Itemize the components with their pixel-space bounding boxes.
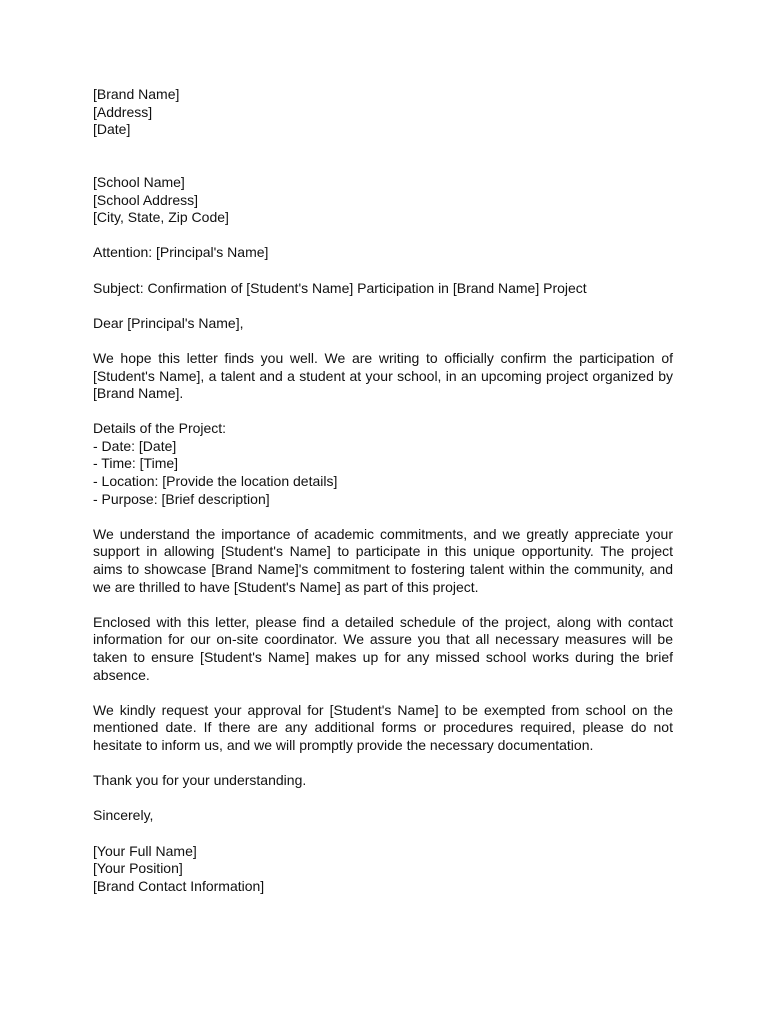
- project-details: [93, 420, 673, 508]
- sender-address: [Address]: [93, 103, 153, 120]
- spacer: [93, 403, 673, 421]
- sender-date: [Date]: [93, 121, 131, 138]
- recipient-school-name: [School Name]: [93, 173, 185, 190]
- signature-position: [Your Position]: [93, 860, 183, 877]
- spacer: [93, 508, 673, 526]
- sender-brand-name: [Brand Name]: [93, 86, 180, 102]
- thanks-line: Thank you for your understanding.: [93, 772, 307, 789]
- spacer: [93, 596, 673, 614]
- recipient-school-address: [School Address]: [93, 191, 199, 208]
- project-detail-location: - Location: [Provide the location details]: [93, 473, 338, 490]
- spacer: [93, 227, 673, 245]
- signature-full-name: [Your Full Name]: [93, 842, 197, 859]
- signature-block: [93, 843, 673, 896]
- request-paragraph: We kindly request your approval for [Student's Name] to be exempted from school on the mentioned date. If there are any additional forms or procedures required, please do not hesitate to inform us, and we will promptly provide the necessary documentation.: [93, 701, 673, 753]
- recipient-city-state-zip: [City, State, Zip Code]: [93, 209, 229, 226]
- intro-paragraph: We hope this letter finds you well. We are writing to officially confirm the participation of [Student's Name], a talent and a student at your school, in an upcoming project organized by [Brand Name].: [93, 349, 673, 402]
- project-detail-date: - Date: [Date]: [93, 437, 177, 454]
- spacer: [93, 297, 673, 315]
- salutation: Dear [Principal's Name],: [93, 314, 244, 331]
- spacer: [93, 139, 673, 174]
- spacer: [93, 684, 673, 702]
- spacer: [93, 262, 673, 280]
- spacer: [93, 332, 673, 350]
- project-detail-time: - Time: [Time]: [93, 455, 179, 472]
- commitments-paragraph: We understand the importance of academic commitments, and we greatly appreciate your support in allowing [Student's Name] to participate in this unique opportunity. The project aims to showcase [Brand Name]'s commitment to fostering talent within the community, and we are thrilled to have [Student's Name] as part of this project.: [93, 525, 673, 595]
- spacer: [93, 755, 673, 773]
- project-detail-purpose: - Purpose: [Brief description]: [93, 490, 270, 507]
- sender-block: [93, 86, 673, 139]
- subject-line: Subject: Confirmation of [Student's Name] Participation in [Brand Name] Project: [93, 279, 587, 296]
- attention-line: Attention: [Principal's Name]: [93, 244, 269, 261]
- recipient-block: [93, 174, 673, 227]
- letter-document: [93, 86, 673, 895]
- spacer: [93, 790, 673, 808]
- project-details-heading: Details of the Project:: [93, 420, 227, 437]
- spacer: [93, 825, 673, 843]
- closing-line: Sincerely,: [93, 807, 154, 824]
- enclosed-paragraph: Enclosed with this letter, please find a detailed schedule of the project, along with contact information for our on-site coordinator. We assure you that all necessary measures will be taken to ensure [Student's Name] makes up for any missed school works during the brief absence.: [93, 613, 673, 683]
- signature-contact: [Brand Contact Information]: [93, 877, 265, 894]
